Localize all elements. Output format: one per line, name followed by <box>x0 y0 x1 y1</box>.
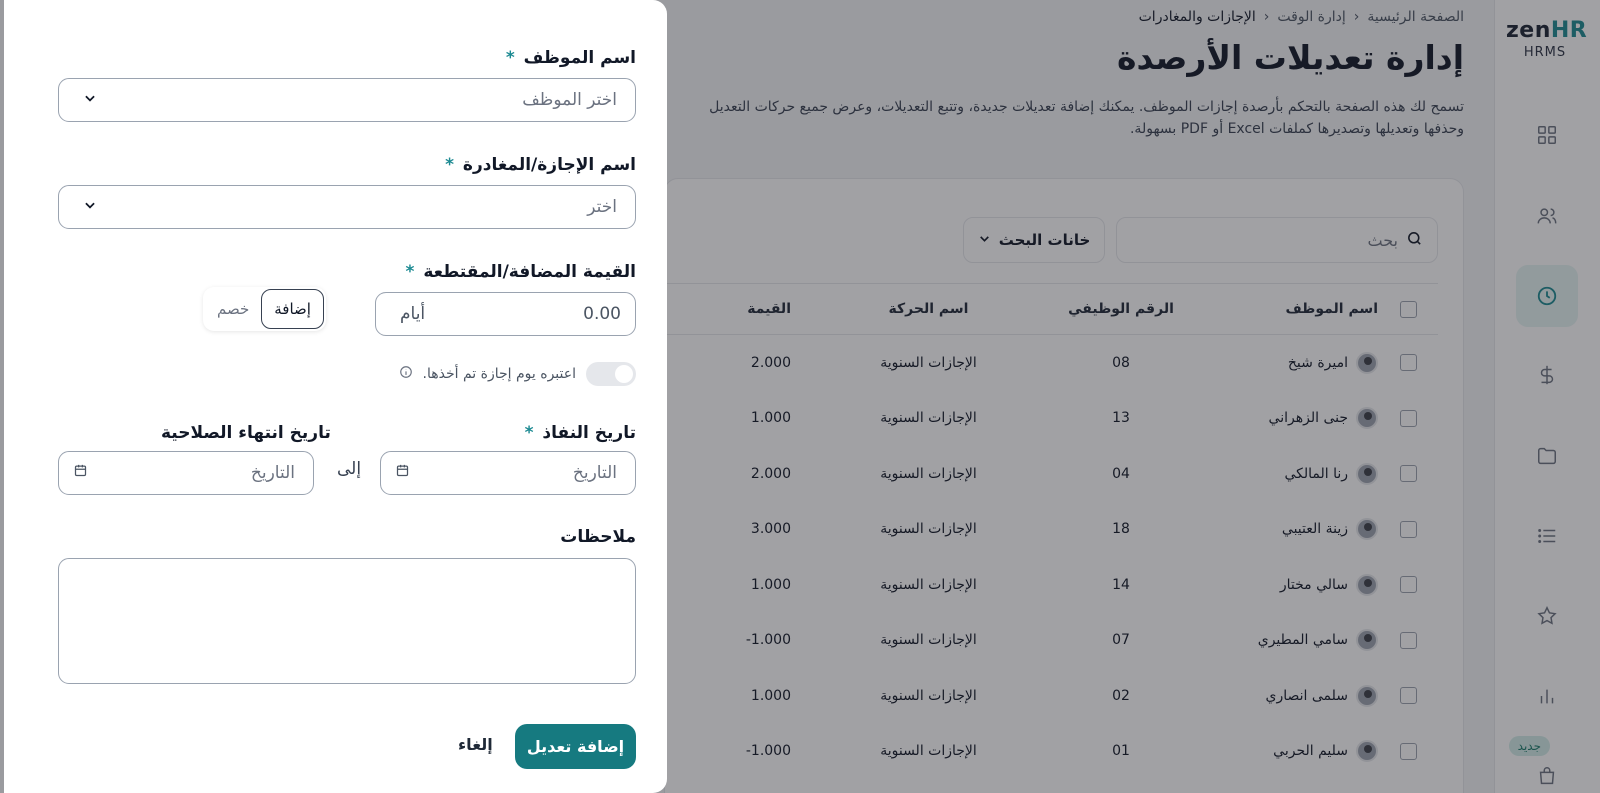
deduct-option[interactable]: خصم <box>217 300 250 318</box>
employee-name: سليم الحربي <box>1273 743 1348 760</box>
required-mark: * <box>505 48 515 68</box>
cancel-button[interactable]: إلغاء <box>458 735 493 754</box>
employee-name: جنى الزهراني <box>1268 410 1348 427</box>
adjustment-value: 1.000 <box>750 576 791 593</box>
leave-select[interactable] <box>58 185 636 229</box>
move-name: الإجازات السنوية <box>880 521 977 538</box>
employee-id: 14 <box>1112 576 1130 593</box>
logo-accent: HR <box>1550 18 1588 43</box>
employee-id: 18 <box>1112 521 1130 538</box>
employee-name: زينة العتيبي <box>1281 521 1348 538</box>
amount-label: القيمة المضافة/المقتطعة * <box>405 262 636 282</box>
employee-name: اميرة شيخ <box>1287 354 1348 371</box>
notes-label: ملاحظات <box>560 527 636 547</box>
new-badge: جديد <box>1509 736 1550 756</box>
move-name: الإجازات السنوية <box>880 687 977 704</box>
employee-id: 13 <box>1112 410 1130 427</box>
adjustment-value: 1.000 <box>750 687 791 704</box>
adjustment-value: 1.000- <box>745 743 791 760</box>
adjustment-value: 1.000 <box>750 410 791 427</box>
employee-name: سالي مختار <box>1279 576 1348 593</box>
logo-text: zen <box>1506 18 1551 43</box>
required-mark: * <box>524 423 534 443</box>
employee-id: 01 <box>1112 743 1130 760</box>
expiry-date-label: تاريخ انتهاء الصلاحية <box>161 423 331 443</box>
breadcrumb-current: الإجازات والمغادرات <box>1138 9 1256 25</box>
taken-leave-row <box>399 362 636 386</box>
adjustment-value: 1.000- <box>745 632 791 649</box>
employee-id: 02 <box>1112 687 1130 704</box>
calendar-icon <box>395 463 410 483</box>
move-name: الإجازات السنوية <box>880 743 977 760</box>
employee-id: 04 <box>1112 465 1130 482</box>
employee-select[interactable] <box>58 78 636 122</box>
expiry-date-placeholder: التاريخ <box>250 463 295 483</box>
add-option[interactable]: إضافة <box>261 289 324 329</box>
employee-label: اسم الموظف * <box>505 48 636 68</box>
move-name: الإجازات السنوية <box>880 410 977 427</box>
breadcrumb-home[interactable]: الصفحة الرئيسية <box>1367 9 1464 25</box>
calendar-icon <box>73 463 88 483</box>
add-adjustment-drawer <box>4 0 667 793</box>
chevron-down-icon <box>83 197 97 217</box>
effective-date-label: تاريخ النفاذ * <box>524 423 636 443</box>
leave-placeholder: اختر <box>587 197 617 217</box>
chevron-left-icon: ‹ <box>1263 9 1270 25</box>
header-employee-name[interactable]: اسم الموظف <box>1285 301 1378 317</box>
move-name: الإجازات السنوية <box>880 354 977 371</box>
add-deduct-toggle <box>203 287 326 331</box>
header-value[interactable]: القيمة <box>747 301 791 317</box>
expiry-date-input[interactable] <box>58 451 314 495</box>
add-adjustment-button[interactable]: إضافة تعديل <box>515 724 636 769</box>
chevron-down-icon <box>83 90 97 110</box>
move-name: الإجازات السنوية <box>880 576 977 593</box>
employee-id: 07 <box>1112 632 1130 649</box>
required-mark: * <box>445 155 454 175</box>
effective-date-input[interactable] <box>380 451 636 495</box>
chevron-left-icon: ‹ <box>1353 9 1360 25</box>
move-name: الإجازات السنوية <box>880 465 977 482</box>
employee-name: سلمى انصاري <box>1265 687 1348 704</box>
employee-id: 08 <box>1112 354 1130 371</box>
info-icon[interactable] <box>399 365 413 383</box>
taken-leave-label: اعتبره يوم إجازة تم أخذها. <box>422 366 576 382</box>
employee-placeholder: اختر الموظف <box>522 90 617 110</box>
search-placeholder: بحث <box>1367 230 1398 250</box>
amount-value: 0.00 <box>583 304 621 324</box>
breadcrumb-section[interactable]: إدارة الوقت <box>1277 9 1346 25</box>
amount-unit: أيام <box>400 304 426 324</box>
search-fields-label: خانات البحث <box>998 231 1091 249</box>
header-employee-id[interactable]: الرقم الوظيفي <box>1068 301 1174 317</box>
header-move-name[interactable]: اسم الحركة <box>888 301 969 317</box>
leave-label: اسم الإجازة/المغادرة * <box>445 155 636 175</box>
taken-leave-switch[interactable] <box>586 362 636 386</box>
required-mark: * <box>405 262 415 282</box>
adjustment-value: 3.000 <box>750 521 791 538</box>
adjustment-value: 2.000 <box>750 465 791 482</box>
notes-textarea[interactable] <box>58 558 636 684</box>
adjustment-value: 2.000 <box>750 354 791 371</box>
page-description: تسمح لك هذه الصفحة بالتحكم بأرصدة إجازات الموظف. يمكنك إضافة تعديلات جديدة، وتتبع التعديلات، وعرض جميع حركات التعديل وحذفها وتعديلها وتصديرها كملفات Excel أو PDF بسهولة. <box>709 99 1464 137</box>
move-name: الإجازات السنوية <box>880 632 977 649</box>
amount-input[interactable] <box>375 292 636 336</box>
page-title: إدارة تعديلات الأرصدة <box>1116 38 1464 77</box>
effective-date-placeholder: التاريخ <box>572 463 617 483</box>
to-label: إلى <box>337 459 362 479</box>
employee-name: سامي المطيري <box>1257 632 1348 649</box>
logo-subtitle: HRMS <box>1523 45 1567 60</box>
employee-name: رنا المالكي <box>1284 465 1348 482</box>
